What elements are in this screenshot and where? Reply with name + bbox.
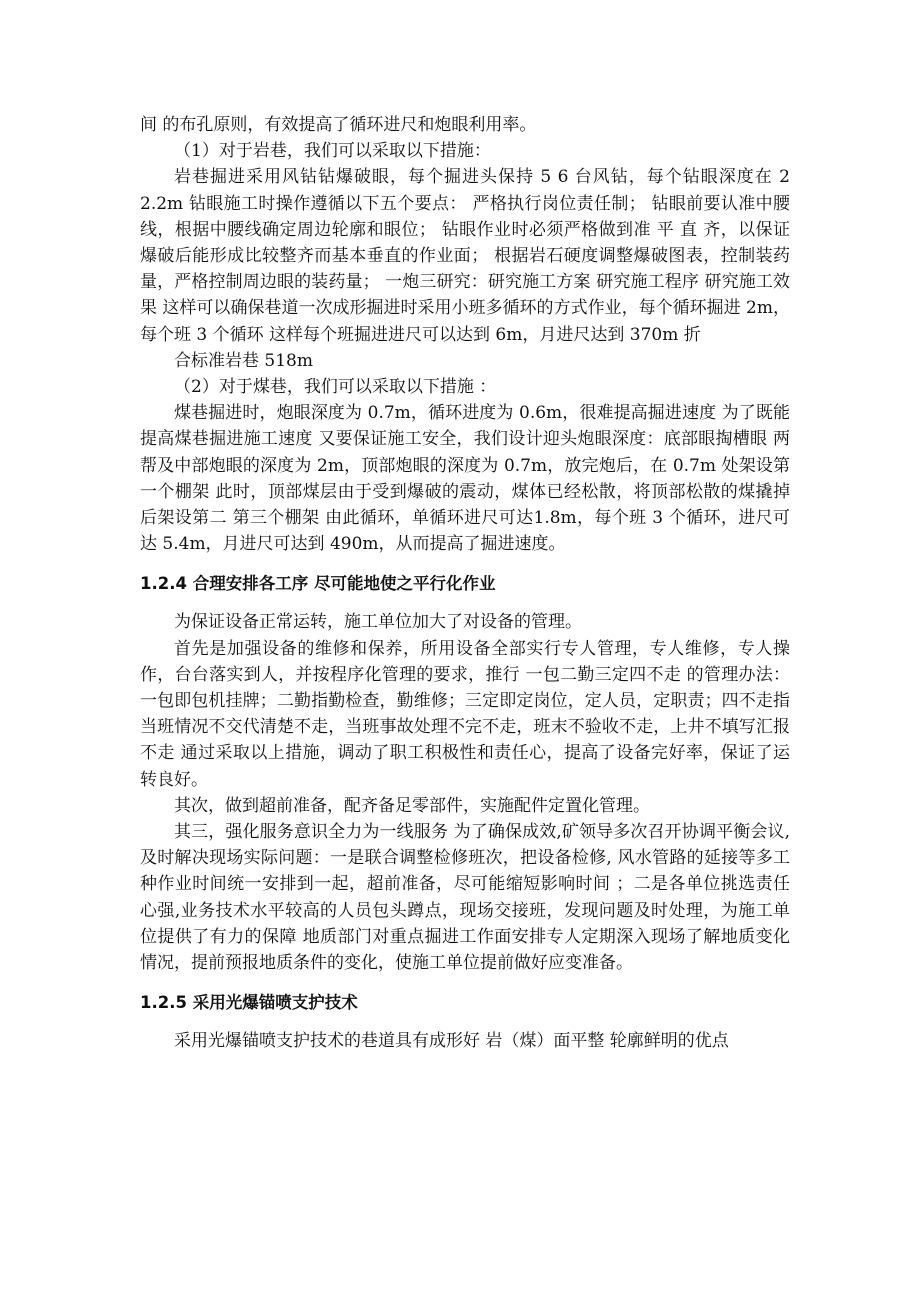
paragraph-parts-preparation: 其次，做到超前准备，配齐备足零部件，实施配件定置化管理。 (174, 795, 650, 816)
paragraph-continuation: 间 的布孔原则，有效提高了循环进尺和炮眼利用率。 (140, 115, 537, 135)
paragraph-service-awareness: 其三，强化服务意识全力为一线服务 为了确保成效,矿领导多次召开协调平衡会议,及时解决现场实际问题：一是联合调整检修班次，把设备检修, 风水管路的延接等多工种作业时间统一安排到一起，超前准备，尽可能缩短影响时间 ；二是各单位挑选责任心强,业务技术水平较高的人员包头蹲点，现场交接班，发现问题及时处理，为施工单位提供了有力的保障 地质部门对重点掘进工作面安排专人定期深入现场了解地质变化情况，提前预报地质条件的变化，使施工单位提前做好应变准备。 (140, 822, 790, 974)
section-heading-1-2-4: 1.2.4 合理安排各工序 尽可能地使之平行化作业 (140, 574, 496, 594)
paragraph-coal-roadway-measures: 煤巷掘进时，炮眼深度为 0.7m，循环进度为 0.6m，很难提高掘进速度 为了既能提高煤巷掘进施工速度 又要保证施工安全，我们设计迎头炮眼深度：底部眼掏槽眼 两帮及中部炮眼的深度为 2m，顶部炮眼的深度为 0.7m，放完炮后，在 0.7m 处架设第一个棚架 此时，顶部煤层由于受到爆破的震动，煤体已经松散，将顶部松散的煤撬掉后架设第二 第三个棚架 由此循环，单循环进尺可达1.8m，每个班 3 个循环，进尺可达 5.4m，月进尺可达到 490m，从而提高了掘进速度。 (140, 403, 790, 555)
paragraph-rock-roadway-measures: 岩巷掘进采用风钻钻爆破眼，每个掘进头保持 5 6 台风钻，每个钻眼深度在 2 2.2m 钻眼施工时操作遵循以下五个要点： 严格执行岗位责任制； 钻眼前要认准中腰线，根据中腰线确定周边轮廓和眼位； 钻眼作业时必须严格做到准 平 直 齐，以保证爆破后能形成比较整齐而基本垂直的作业面； 根据岩石硬度调整爆破图表，控制装药量，严格控制周边眼的装药量； 一炮三研究：研究施工方案 研究施工程序 研究施工效果 这样可以确保巷道一次成形掘进时采用小班多循环的方式作业，每个循环掘进 2m，每个班 3 个循环 这样每个班掘进进尺可以达到 6m，月进尺达到 370m 折 (140, 167, 790, 345)
section-heading-1-2-5: 1.2.5 采用光爆锚喷支护技术 (140, 993, 358, 1013)
paragraph-equipment-maintenance: 首先是加强设备的维修和保养，所用设备全部实行专人管理，专人维修，专人操作，台台落实到人，并按程序化管理的要求，推行 一包二勤三定四不走 的管理办法：一包即包机挂牌；二勤指勤检查，勤维修；三定即定岗位，定人员，定职责；四不走指当班情况不交代清楚不走，当班事故处理不完不走，班末不验收不走，上井不填写汇报不走 通过采取以上措施，调动了职工积极性和责任心，提高了设备完好率，保证了运转良好。 (140, 638, 790, 790)
paragraph-rock-roadway-standard: 合标准岩巷 518m (174, 350, 313, 371)
paragraph-rock-roadway-intro: （1）对于岩巷，我们可以采取以下措施： (174, 141, 491, 162)
paragraph-smooth-blasting: 采用光爆锚喷支护技术的巷道具有成形好 岩（煤）面平整 轮廓鲜明的优点 (174, 1031, 729, 1052)
paragraph-equipment-management: 为保证设备正常运转，施工单位加大了对设备的管理。 (174, 612, 582, 633)
document-page (140, 112, 790, 1055)
paragraph-coal-roadway-intro: （2）对于煤巷，我们可以采取以下措施 ： (174, 377, 497, 398)
